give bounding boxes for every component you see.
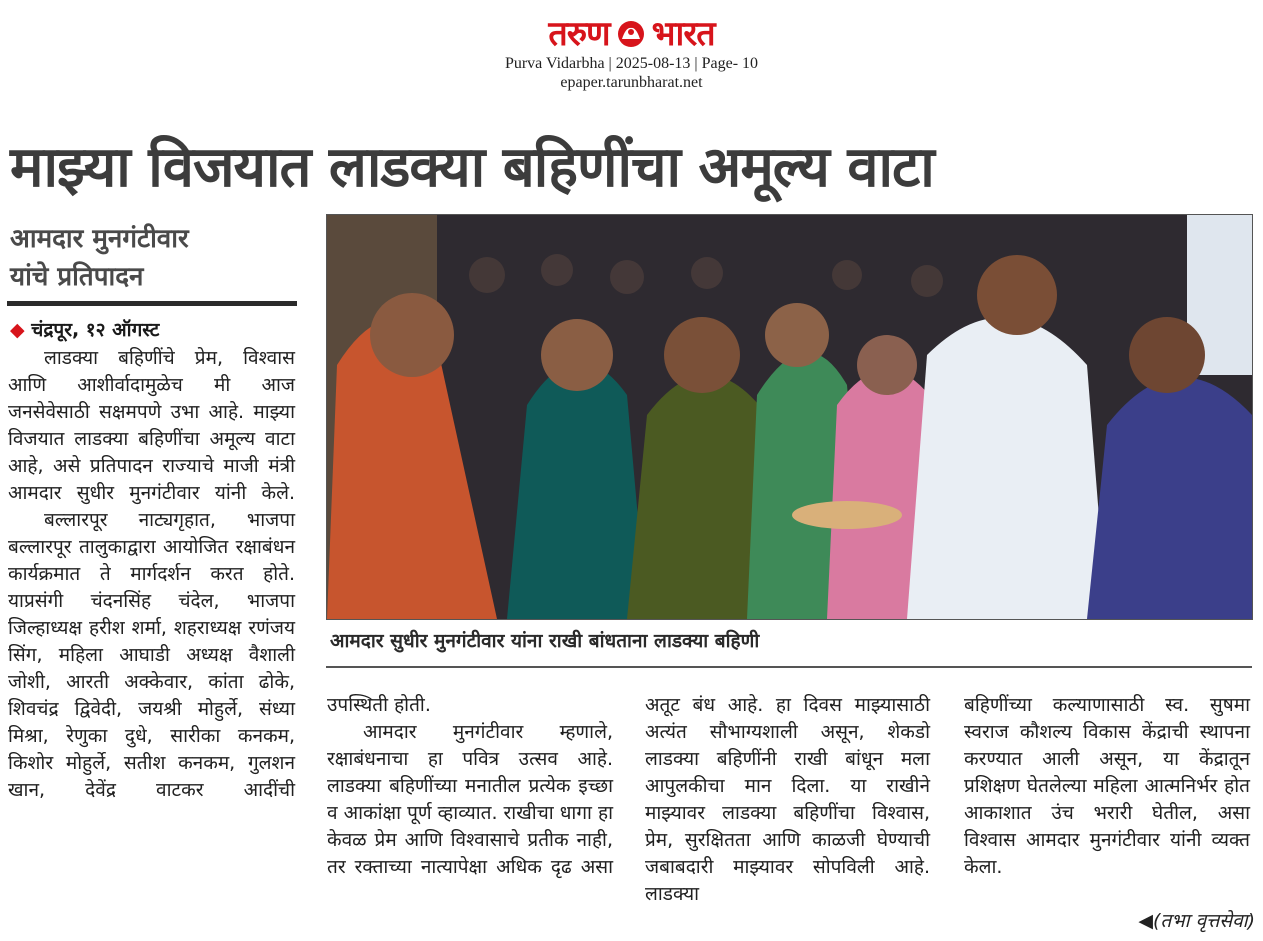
subhead-line-2: यांचे प्रतिपादन [10, 262, 144, 292]
masthead [0, 14, 1263, 92]
article-column-3 [645, 692, 930, 908]
paragraph: बल्लारपूर नाट्यगृहात, भाजपा बल्लारपूर तालुकाद्वारा आयोजित रक्षाबंधन कार्यक्रमात ते मार्गदर्शन करत होते. याप्रसंगी चंदनसिंह चंदेल, भाजपा जिल्हाध्यक्ष हरीश शर्मा, शहराध्यक्ष रणंजय सिंग, महिला आघाडी अध्यक्ष वैशाली जोशी, आरती अक्केवार, कांता ढोके, शिवचंद्र द्विवेदी, जयश्री मोहुर्ले, संध्या मिश्रा, रेणुका दुधे, सारीका कनकम, किशोर मोहुर्ले, सतीश कनकम, गुलशन खान, देवेंद्र वाटकर आदींची [8, 509, 295, 801]
newspaper-logo [548, 14, 714, 54]
dateline-text: चंद्रपूर, १२ ऑगस्ट [31, 319, 160, 341]
photo-illustration [327, 215, 1252, 619]
article-column-4 [964, 692, 1250, 881]
photo-caption: आमदार सुधीर मुनगंटीवार यांना राखी बांधताना लाडक्या बहिणी [330, 630, 760, 652]
lion-emblem-icon [616, 19, 646, 49]
website-url[interactable]: epaper.tarunbharat.net [560, 74, 703, 91]
paragraph: बहिणींच्या कल्याणासाठी स्व. सुषमा स्वराज कौशल्य विकास केंद्राची स्थापना करण्यात आली असून, या केंद्रातून प्रशिक्षण घेतलेल्या महिला आत्मनिर्भर होत आकाशात उंच भरारी घेतील, असा विश्वास आमदार मुनगंटीवार यांनी व्यक्त केला. [964, 694, 1250, 878]
paragraph: आमदार मुनगंटीवार म्हणाले, रक्षाबंधनाचा हा पवित्र उत्सव आहे. लाडक्या बहिणींच्या मनातील प्रत्येक इच्छा व आकांक्षा पूर्ण व्हाव्यात. राखीचा धागा हा केवळ प्रेम आणि विश्वासाचे प्रतीक नाही, तर रक्ताच्या नात्यापेक्षा अधिक दृढ असा [327, 721, 613, 878]
logo-text-left: तरुण [548, 14, 610, 54]
dateline [10, 316, 300, 344]
edition-info: Purva Vidarbha | 2025-08-13 | Page- 10 [504, 55, 759, 72]
logo-text-right: भारत [651, 14, 715, 54]
article-column-2 [327, 692, 613, 881]
paragraph: उपस्थिती होती. [327, 694, 431, 716]
paragraph: अतूट बंध आहे. हा दिवस माझ्यासाठी अत्यंत सौभाग्यशाली असून, शेकडो लाडक्या बहिणींनी राखी बांधून मला आपुलकीचा मान दिला. या राखीने माझ्यावर लाडक्या बहिणींचा विश्वास, प्रेम, सुरक्षितता आणि काळजी घेण्याची जबाबदारी माझ्यावर सोपविली आहे. लाडक्या [645, 694, 930, 905]
subhead-line-1: आमदार मुनगंटीवार [10, 224, 189, 254]
caption-divider [326, 666, 1252, 668]
article-headline: माझ्या विजयात लाडक्या बहिणींचा अमूल्य वाटा [10, 135, 934, 200]
subhead-divider [7, 301, 297, 306]
paragraph: लाडक्या बहिणींचे प्रेम, विश्वास आणि आशीर्वादामुळेच मी आज जनसेवेसाठी सक्षमपणे उभा आहे. माझ्या विजयात लाडक्या बहिणींचा अमूल्य वाटा आहे, असे प्रतिपादन राज्याचे माजी मंत्री आमदार सुधीर मुनगंटीवार यांनी केले. [8, 347, 295, 504]
article-subhead [10, 220, 295, 296]
diamond-bullet-icon: ◆ [10, 319, 25, 341]
article-photo [326, 214, 1253, 620]
news-service-credit: ◀(तभा वृत्तसेवा) [1138, 910, 1255, 932]
article-column-1 [8, 345, 295, 804]
